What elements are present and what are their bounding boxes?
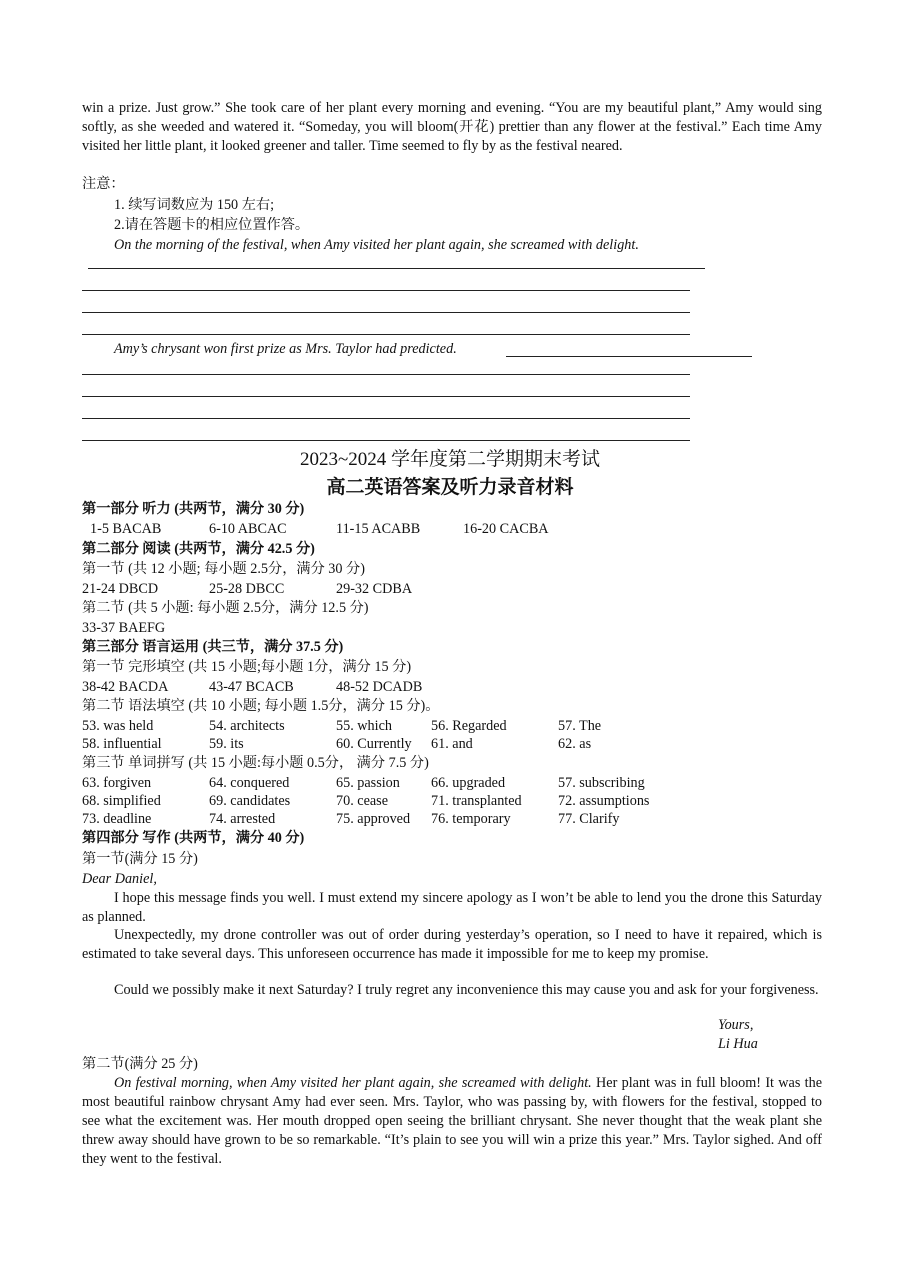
part3-section1: 第一节 完形填空 (共 15 小题;每小题 1分，满分 15 分)	[82, 659, 412, 675]
part2-section1: 第一节 (共 12 小题; 每小题 2.5分，满分 30 分)	[82, 561, 365, 577]
part3-section2: 第二节 语法填空 (共 10 小题; 每小题 1.5分，满分 15 分)。	[82, 698, 440, 714]
part4-section2: 第二节(满分 25 分)	[82, 1056, 198, 1072]
spelling-answer: 69. candidates	[209, 793, 291, 809]
answer-group: 48-52 DCADB	[336, 679, 423, 695]
part3-heading: 第三部分 语言运用 (共三节，满分 37.5 分)	[82, 639, 344, 655]
spelling-answer: 72. assumptions	[558, 793, 650, 809]
answer-group: 21-24 DBCD	[82, 581, 159, 597]
writing-line	[82, 290, 690, 291]
grammar-answer: 55. which	[336, 718, 392, 734]
note-item-1: 1. 续写词数应为 150 左右;	[114, 197, 275, 213]
spelling-answer: 63. forgiven	[82, 775, 152, 791]
part3-section3: 第三节 单词拼写 (共 15 小题:每小题 0.5分， 满分 7.5 分)	[82, 755, 429, 771]
writing-prompt-2: Amy’s chrysant won first prize as Mrs. Taylor had predicted.	[114, 341, 457, 357]
story-paragraph: win a prize. Just grow.” She took care of her plant every morning and evening. “You are my beautiful plant,” Amy would sing softly, as she weeded and watered it. “Someday, you will bloom(开花) prettier than any flower at the festival.” Each time Amy visited her little plant, it looked greener and taller. Time seemed to fly by as the festival neared.	[82, 100, 822, 154]
spelling-answer: 76. temporary	[431, 811, 511, 827]
continuation-paragraph	[82, 1074, 822, 1169]
part4-heading: 第四部分 写作 (共两节，满分 40 分)	[82, 830, 305, 846]
spelling-answer: 77. Clarify	[558, 811, 620, 827]
spelling-answer: 70. cease	[336, 793, 388, 809]
spelling-answer: 75. approved	[336, 811, 411, 827]
answer-group: 1-5 BACAB	[90, 521, 162, 537]
spelling-answer: 65. passion	[336, 775, 400, 791]
part1-heading: 第一部分 听力 (共两节，满分 30 分)	[82, 501, 305, 517]
answer-group: 11-15 ACABB	[336, 521, 421, 537]
grammar-answer: 58. influential	[82, 736, 162, 752]
spelling-answer: 66. upgraded	[431, 775, 506, 791]
grammar-answer: 60. Currently	[336, 736, 412, 752]
continuation-lead: On festival morning, when Amy visited her plant again, she screamed with delight.	[114, 1075, 592, 1091]
answer-group: 16-20 CACBA	[463, 521, 549, 537]
letter-paragraph-1: I hope this message finds you well. I must extend my sincere apology as I won’t be able to lend you the drone this Saturday as planned.	[82, 890, 822, 925]
part4-section1: 第一节(满分 15 分)	[82, 851, 198, 867]
answer-group: 25-28 DBCC	[209, 581, 285, 597]
grammar-answer: 62. as	[558, 736, 592, 752]
note-label: 注意：	[82, 176, 125, 192]
writing-line	[82, 374, 690, 375]
writing-line	[82, 312, 690, 313]
answer-group: 6-10 ABCAC	[209, 521, 287, 537]
part2-section2-answers: 33-37 BAEFG	[82, 620, 166, 636]
spelling-answer: 64. conquered	[209, 775, 290, 791]
writing-line	[506, 356, 752, 357]
part2-section2: 第二节 (共 5 小题: 每小题 2.5分，满分 12.5 分)	[82, 600, 369, 616]
writing-line	[88, 268, 705, 269]
grammar-answer: 57. The	[558, 718, 602, 734]
answer-key-subtitle: 高二英语答案及听力录音材料	[326, 477, 574, 498]
spelling-answer: 57. subscribing	[558, 775, 645, 791]
spelling-answer: 74. arrested	[209, 811, 276, 827]
answer-group: 38-42 BACDA	[82, 679, 169, 695]
spelling-answer: 71. transplanted	[431, 793, 522, 809]
writing-line	[82, 396, 690, 397]
answer-key-title: 2023~2024 学年度第二学期期末考试	[299, 449, 601, 470]
part2-heading: 第二部分 阅读 (共两节，满分 42.5 分)	[82, 541, 315, 557]
spelling-answer: 68. simplified	[82, 793, 161, 809]
note-item-2: 2.请在答题卡的相应位置作答。	[114, 217, 310, 233]
grammar-answer: 61. and	[431, 736, 473, 752]
letter-signature: Li Hua	[718, 1036, 758, 1052]
writing-line	[82, 334, 690, 335]
letter-paragraph-3: Could we possibly make it next Saturday? I truly regret any inconvenience this may cause you and ask for your forgiveness.	[114, 982, 819, 998]
writing-line	[82, 440, 690, 441]
writing-line	[82, 418, 690, 419]
spelling-answer: 73. deadline	[82, 811, 152, 827]
writing-prompt-1: On the morning of the festival, when Amy visited her plant again, she screamed with delight.	[114, 237, 639, 253]
answer-group: 43-47 BCACB	[209, 679, 294, 695]
grammar-answer: 53. was held	[82, 718, 154, 734]
grammar-answer: 54. architects	[209, 718, 285, 734]
grammar-answer: 59. its	[209, 736, 244, 752]
answer-group: 29-32 CDBA	[336, 581, 413, 597]
continuation-body: Her plant was in full bloom! It was the most beautiful rainbow chrysant Amy had ever seen. Mrs. Taylor, who was passing by, with flowers for the festival, stopped to see what the excitement was. Her mouth dropped open seeing the brilliant chrysant. She never thought that the weak plant she threw away should have grown to be so remarkable. “It’s plain to see you will win a prize this year.” Mrs. Taylor sighed. And off they went to the festival.	[82, 1075, 823, 1167]
letter-greeting: Dear Daniel,	[82, 871, 157, 887]
letter-closing: Yours,	[718, 1017, 754, 1033]
letter-paragraph-2: Unexpectedly, my drone controller was out of order during yesterday’s operation, so I need to have it repaired, which is estimated to take several days. This unforeseen occurrence has made it impossible for me to keep my promise.	[82, 927, 822, 962]
grammar-answer: 56. Regarded	[431, 718, 507, 734]
